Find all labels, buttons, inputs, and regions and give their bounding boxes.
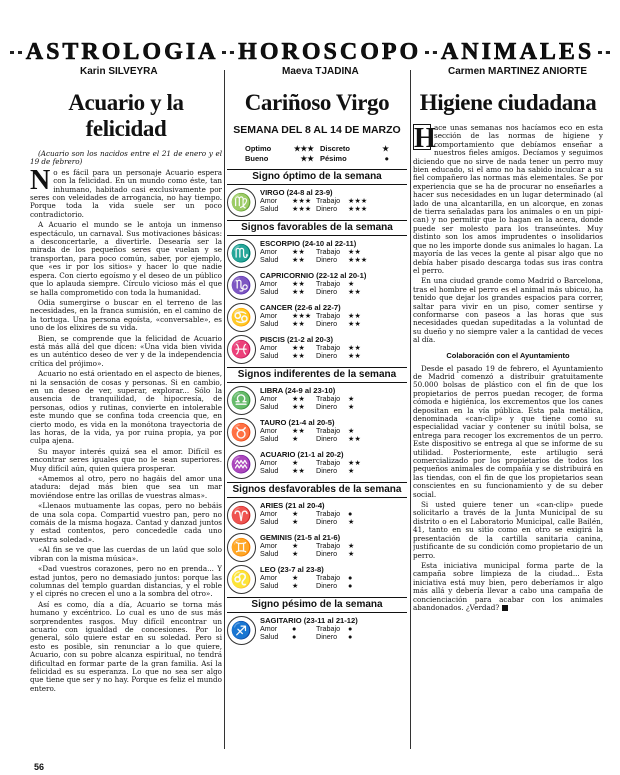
rating-salud: ★★ [292,255,305,265]
article-paragraph: «Llenaos mutuamente las copas, pero no bebáis de una sola copa. Compartid vuestro pan, pero no comáis de la misma hogaza. Cantad y danzad juntos y estad contentos, pero concededle cada uno vuestra soledad». [30,501,222,544]
rating-salud: ★★ [292,466,305,476]
rating-trabajo: ★ [348,279,355,288]
rating-dinero: ★★★ [348,204,368,214]
rating-amor: ★ [292,509,299,518]
legend-item: Discreto ★ [320,144,389,153]
article-paragraph: A Acuario el mundo se le antoja un inmenso espectáculo, un carnaval. Sus motivaciones básicas: a desconcertarle, a divertirle. Desearía ser la mirada de los pequeños seres que vuelan y se transportan, para poco común, saber, por ejemplo, que «es ir por los sitios» y hacer lo que nadie espera. Con cierto egoísmo y el deseo de un público que lo aplauda siempre. Círculo vicioso más el que se halla comprometido con toda la humanidad. [30,220,222,297]
article-lede: (Acuario son los nacidos entre el 21 de enero y el 19 de febrero) [30,149,222,167]
sign-ratings: Amor ● Trabajo ● Salud ● Dinero ● [260,625,407,642]
sign-ratings: Amor ★★ Trabajo ★ Salud ★★ Dinero ★★ [260,280,407,297]
article-paragraph: Si usted quiere tener un «can-clip» puede solicitarlo a través de la Junta Municipal de su distrito o en el Laboratorio Municipal, calle Bailén, 41, tanto en su sitio como en otro se exigirá la presentación de la cartilla sanitaria canina, justificante de su condición como propietario de un perro. [413,500,603,560]
zodiac-icon: ♏ [227,239,256,268]
author-animales: Carmen MARTINEZ ANIORTE [448,66,588,77]
rating-salud: ● [292,632,297,642]
rating-salud: ★★★ [292,204,312,214]
sign-ratings: Amor ★ Trabajo ★★ Salud ★★ Dinero ★ [260,459,407,476]
rating-salud: ★ [292,581,299,591]
rating-dinero: ★ [348,517,355,527]
article-paragraph: En una ciudad grande como Madrid o Barcelona, tras el hombre el perro es el animal más ubicuo, ha tenido que dejar los grandes espacios para correr, saltar para vivir en un piso, comer sentirse y conformarse con paseos a las horas que sus necesidades quedan supeditadas a la voluntad de su dueño y no siempre valer a la cantidad de veces al día. [413,276,603,345]
sign-name: ARIES (21 al 20-4) [260,501,325,510]
rating-trabajo: ★★ [348,247,361,256]
zodiac-sign [227,565,407,594]
rating-amor: ★ [292,541,299,550]
rating-trabajo: ● [348,509,353,518]
article-astrologia [30,82,222,759]
rating-salud: ★ [292,517,299,527]
zodiac-sign [227,335,407,364]
zodiac-sign [227,616,407,645]
rating-salud: ★ [292,434,299,444]
rating-trabajo: ● [348,573,353,582]
zodiac-sign [227,501,407,530]
sign-ratings: Amor ★★ Trabajo ★★ Salud ★★ Dinero ★★ [260,344,407,361]
legend-item: Bueno ★★ [245,154,314,163]
rating-trabajo: ★ [348,394,355,403]
article-paragraph: Desde el pasado 19 de febrero, el Ayuntamiento de Madrid comenzó a distribuir gratuitamente 50.000 bolsas de plástico con el fin de que los propietarios de perros puedan recoger, de forma cómoda e higiénica, los excrementos que los canes depositan en la vía pública. Esta pala metálica, denominada «can-clip» y que tiene como su especialidad vaciar y contener su inútil bolsa, se entrega para recoger los excrementos de un perro. Este dispositivo se entrega al que se informe de su utilidad. Posteriormente, este artilugio será comercializado por los propietarios de todos los pequeños animales de compañía y se distribuirá en las tiendas, con el fin de que los propietarios sean conscientes en su funcionamiento y de su deber social. [413,363,603,499]
banner-rule-right [598,51,610,54]
sign-name: GEMINIS (21-5 al 21-6) [260,533,341,542]
zodiac-sign [227,450,407,479]
rating-amor: ★★ [292,394,305,403]
author-astrologia: Karin SILVEYRA [80,66,158,77]
article-paragraph: Odia sumergirse o buscar en el terreno de las necesidades, en la franca sumisión, en el camino de la tortuga. Una persona egoísta, «conversable», es uno de los elixires de su vida. [30,297,222,333]
article-paragraph: «Dad vuestros corazones, pero no en prenda... Y estad juntos, pero no demasiado juntos: porque las columnas del templo guardan distancias, y el roble y el ciprés no crecen el uno a la sombra del otro». [30,564,222,599]
article-paragraph: No es fácil para un personaje Acuario espera con la felicidad. En un mundo como éste, tan inhumano, habitado casi exclusivamente por seres con veleidades de arrogancia, no hay tiempo. Porque toda la vida suele ser un poco contradictorio. [30,164,222,219]
rating-dinero: ★ [348,466,355,476]
sign-name: TAURO (21-4 al 20-5) [260,418,335,427]
sign-ratings: Amor ★★★ Trabajo ★★★ Salud ★★★ Dinero ★★★ [260,197,407,214]
zodiac-sign [227,418,407,447]
rating-amor: ★★★ [292,196,312,205]
zodiac-icon: ♎ [227,386,256,415]
rating-amor: ★★ [292,343,305,352]
rating-dinero: ★ [348,402,355,412]
column-divider [224,70,225,749]
banner-rule [222,51,234,54]
rating-dinero: ★★★ [348,255,368,265]
zodiac-sign [227,271,407,300]
sign-name: LIBRA (24-9 al 23-10) [260,386,336,395]
article-paragraph: Bien, se comprende que la felicidad de Acuario está más allá del que dicen: «Una vida bien vivida es un auténtico deseo de ver y de la independencia crítica del prójimo». [30,333,222,368]
rating-trabajo: ★ [348,541,355,550]
rating-trabajo: ★★ [348,311,361,320]
banner-rule-left [10,51,22,54]
section-heading: Signo óptimo de la semana [227,169,407,185]
section-banner [6,38,614,66]
section-heading: Signos desfavorables de la semana [227,482,407,498]
zodiac-icon: ♓ [227,335,256,364]
article-paragraph: «Al fin se ve que las cuerdas de un laúd que solo vibran con la misma música». [30,545,222,563]
article-paragraph: H ace unas semanas nos hacíamos eco en esta sección de las normas de higiene y comportamiento que debíamos enseñar a nuestros fieles amigos. Decíamos y seguimos diciendo que no sirve de nada tener un perro muy bien educado, si el amo no ha sabido inculcar a su fiel compañero las normas más elementales. Se por experiencia que se ha de procurar no enseñarles a hacer sus necesidades en un lugar determinado (al lado de una alcantarilla, en un alcorque, en zonas de tierra señaladas para los animales o en un pipi-can) y no permitir que lo hagan en la acera, donde puede ser molesto para los transeúntes. Muy distinto son los amos imprudentes o insolidarios que no les importe donde sus animales lo hagan. La mayoría de las veces la gente al pisar algo que no debía haber pisado descarga todas sus iras contra el perro. [413,123,603,275]
rating-salud: ★★ [292,319,305,329]
rating-salud: ★★ [292,402,305,412]
article-paragraph: Acuario no está orientado en el aspecto de bienes, ni la sensación de cosas y personas. Si en cambio, en un deseo de ver, superar, explorar... Sólo la ausencia de tranquilidad, de hipocresía, de personas, odios y rutinas, convierte en intolerable este mundo que se confina toda creencia que, en cierto modo, es vida en la monótona trayectoria de las horas, de la vida, ya por ruina propia, ya por culpa ajena. [30,369,222,446]
sign-name: CAPRICORNIO (22-12 al 20-1) [260,271,367,280]
article-title: Cariñoso Virgo [244,90,390,115]
article-paragraph: Su mayor interés quizá sea el amor. Difícil es encontrar seres iguales que no le sean superiores. Muy difícil aún, quien quiera prosperar. [30,446,222,473]
article-paragraph: «Amemos al otro, pero no hagáis del amor una atadura: dejad más bien que sea un mar moviéndose entre las orillas de vuestras almas». [30,474,222,500]
week-range: SEMANA DEL 8 AL 14 DE MARZO [233,124,401,136]
sign-ratings: Amor ★★ Trabajo ★ Salud ★ Dinero ★★ [260,427,407,444]
legend-item: Pésimo ● [320,154,389,163]
zodiac-icon: ♌ [227,565,256,594]
banner-rule [425,51,437,54]
zodiac-icon: ♉ [227,418,256,447]
section-heading: Signos favorables de la semana [227,220,407,236]
rating-trabajo: ★ [348,426,355,435]
zodiac-icon: ♋ [227,303,256,332]
zodiac-sign [227,303,407,332]
sign-name: ACUARIO (21-1 al 20-2) [260,450,344,459]
page-number: 56 [34,762,45,772]
rating-dinero: ★★ [348,434,361,444]
zodiac-sign [227,239,407,268]
end-mark [502,605,508,611]
rating-amor: ★★ [292,279,305,288]
sign-ratings: Amor ★★ Trabajo ★ Salud ★★ Dinero ★ [260,395,407,412]
banner-word-astrologia: ASTROLOGIA [25,38,219,65]
rating-dinero: ● [348,581,353,591]
rating-salud: ★ [292,549,299,559]
zodiac-icon: ♒ [227,450,256,479]
sign-ratings: Amor ★ Trabajo ● Salud ★ Dinero ● [260,574,407,591]
rating-amor: ★★ [292,426,305,435]
banner-word-horoscopo: HOROSCOPO [238,38,422,65]
zodiac-sign [227,188,407,217]
sign-name: ESCORPIO (24-10 al 22-11) [260,239,357,248]
section-heading: Signos indiferentes de la semana [227,367,407,383]
sign-ratings: Amor ★ Trabajo ● Salud ★ Dinero ★ [260,510,407,527]
section-heading: Signo pésimo de la semana [227,597,407,613]
zodiac-icon: ♐ [227,616,256,645]
sign-name: SAGITARIO (23-11 al 21-12) [260,616,358,625]
banner-word-animales: ANIMALES [440,38,595,65]
rating-amor: ★ [292,458,299,467]
author-horoscopo: Maeva TJADINA [282,66,359,77]
drop-cap: H [414,123,436,154]
rating-salud: ★★ [292,351,305,361]
legend-item: Optimo ★★★ [245,144,314,153]
rating-trabajo: ★★ [348,343,361,352]
sign-ratings: Amor ★ Trabajo ★ Salud ★ Dinero ★ [260,542,407,559]
rating-salud: ★★ [292,287,305,297]
rating-trabajo: ★★★ [348,196,368,205]
column-divider [410,70,411,749]
article-title: Higiene ciudadana [419,90,597,115]
zodiac-icon: ♈ [227,501,256,530]
rating-dinero: ★★ [348,319,361,329]
rating-legend [245,144,389,163]
rating-amor: ★ [292,573,299,582]
rating-dinero: ★★ [348,351,361,361]
article-paragraph: Así es como, día a día, Acuario se torna más humano y excéntrico. Lo cual es uno de sus más sorprendentes rasgos. Muy difícil encontrar un acuario con igualdad de concesiones. Por lo general, sólo quiere estar en su soledad. Pero si esto es posible, sin renunciar a lo que quiere, Acuario, con su pobre alcanza espiritual, no tendrá dificultad en formar parte de la gran familia. Así la felicidad es su esperanza. Lo que no sea ser algo que tiene que ser y no hay. Porque es feliz el mundo entero. [30,599,222,693]
rating-amor: ★★★ [292,311,312,320]
article-animales [413,82,603,759]
article-paragraph: Esta iniciativa municipal forma parte de la campaña sobre limpieza de la ciudad... Esta iniciativa está muy bien, pero deberíamos ir algo más allá y debería llevar a cabo una campaña de concienciación para acabar con los animales abandonados. ¿Verdad? [413,560,603,612]
sign-name: VIRGO (24-8 al 23-9) [260,188,333,197]
sign-name: PISCIS (21-2 al 20-3) [260,335,334,344]
zodiac-sign [227,533,407,562]
sign-name: LEO (23-7 al 23-8) [260,565,324,574]
rating-trabajo: ★★ [348,458,361,467]
sign-name: CANCER (22-6 al 22-7) [260,303,341,312]
zodiac-sign [227,386,407,415]
article-subhead: Colaboración con el Ayuntamiento [446,350,570,360]
zodiac-icon: ♑ [227,271,256,300]
rating-dinero: ★★ [348,287,361,297]
zodiac-icon: ♍ [227,188,256,217]
rating-dinero: ★ [348,549,355,559]
rating-dinero: ● [348,632,353,642]
rating-amor: ● [292,624,297,633]
drop-cap: N [30,164,51,196]
sign-ratings: Amor ★★ Trabajo ★★ Salud ★★ Dinero ★★★ [260,248,407,265]
rating-amor: ★★ [292,247,305,256]
article-horoscopo [227,82,407,759]
sign-ratings: Amor ★★★ Trabajo ★★ Salud ★★ Dinero ★★ [260,312,407,329]
rating-trabajo: ● [348,624,353,633]
article-title: Acuario y la felicidad [68,90,184,141]
zodiac-icon: ♊ [227,533,256,562]
horoscope-sections [227,169,407,645]
